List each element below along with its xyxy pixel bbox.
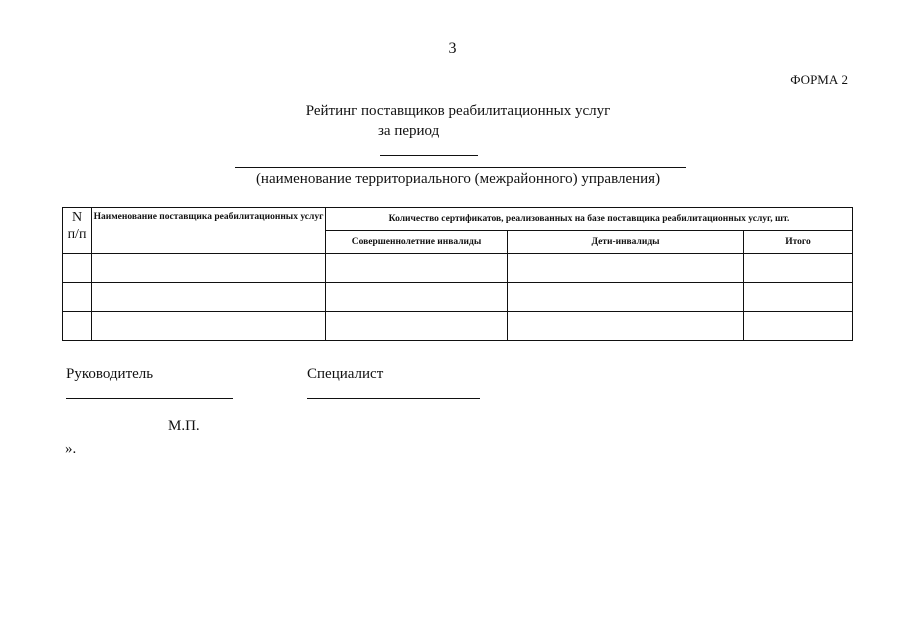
- head-signature-line: [66, 398, 233, 399]
- col-header-number-line2: п/п: [67, 227, 87, 242]
- col-header-total: Итого: [744, 231, 853, 254]
- period-line: [378, 121, 516, 162]
- rating-table: [62, 207, 853, 341]
- specialist-signature-line: [307, 398, 480, 399]
- org-name-caption: (наименование территориального (межрайонного) управления): [255, 171, 661, 187]
- table-cell: [326, 283, 508, 312]
- period-label: за период: [378, 123, 440, 139]
- col-header-adults: Совершеннолетние инвалиды: [326, 231, 508, 254]
- col-header-number-line1: N: [71, 210, 83, 225]
- table-cell: [508, 254, 744, 283]
- col-header-children: Дети-инвалиды: [508, 231, 744, 254]
- document-title: Рейтинг поставщиков реабилитационных услуг: [305, 103, 611, 119]
- table-cell: [63, 283, 92, 312]
- table-cell: [92, 254, 326, 283]
- col-header-certificates-group: Количество сертификатов, реализованных на базе поставщика реабилитационных услуг, шт.: [326, 208, 853, 231]
- org-name-blank-line: [235, 167, 686, 168]
- page-number: 3: [448, 40, 457, 57]
- table-cell: [744, 283, 853, 312]
- table-header-row: [63, 208, 853, 231]
- specialist-signature-label: Специалист: [307, 366, 384, 382]
- col-header-number: [63, 208, 92, 254]
- col-header-provider-name: Наименование поставщика реабилитационных услуг: [92, 208, 326, 254]
- period-blank-field: [380, 141, 478, 156]
- table-row: [63, 312, 853, 341]
- table-cell: [63, 254, 92, 283]
- table-cell: [63, 312, 92, 341]
- table-cell: [508, 312, 744, 341]
- table-cell: [744, 254, 853, 283]
- table-cell: [744, 312, 853, 341]
- table-cell: [326, 254, 508, 283]
- form-label: ФОРМА 2: [790, 72, 848, 87]
- table-row: [63, 283, 853, 312]
- table-cell: [92, 283, 326, 312]
- table-cell: [508, 283, 744, 312]
- seal-label: М.П.: [168, 418, 200, 434]
- table-cell: [92, 312, 326, 341]
- table-cell: [326, 312, 508, 341]
- closing-quote: ».: [65, 441, 77, 457]
- head-signature-label: Руководитель: [66, 366, 154, 382]
- table-row: [63, 254, 853, 283]
